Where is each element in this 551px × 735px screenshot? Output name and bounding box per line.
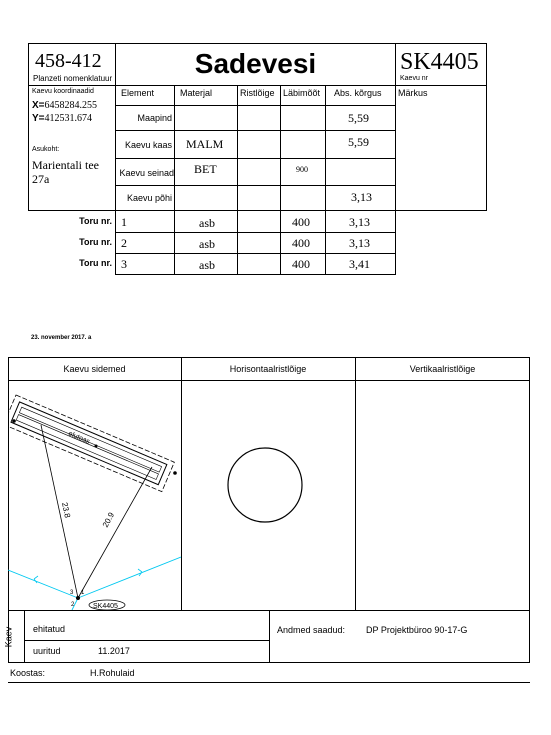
koostas-value: H.Rohulaid	[90, 668, 135, 678]
title-box	[115, 43, 396, 86]
page-title: Sadevesi	[194, 48, 317, 79]
col-header-material: Materjal	[180, 88, 213, 98]
col-header-cross: Ristlõige	[240, 88, 275, 98]
col-header-height: Abs. kõrgus	[334, 88, 382, 98]
pipe-material-2: asb	[199, 237, 215, 251]
pipe-num-3: 3	[70, 590, 74, 596]
pipe-label-1: Toru nr.	[79, 216, 112, 226]
pipe-nr-1: 1	[121, 215, 127, 229]
row-element-pohi: Kaevu põhi	[126, 193, 172, 203]
coordinates-box	[28, 85, 116, 211]
tie-dim-left: 23.8	[60, 501, 73, 519]
pipe-material-1: asb	[199, 216, 215, 230]
plan-number-box	[28, 43, 116, 86]
col-title-sidemed: Kaevu sidemed	[63, 364, 126, 374]
kaev-label: Kaev	[3, 626, 14, 648]
plan-number-caption: Planzeti nomenklatuur	[33, 74, 113, 83]
row-element-maapind: Maapind	[137, 113, 172, 123]
coord-y	[32, 113, 92, 124]
tie-dim-right: 20.9	[100, 510, 117, 529]
row-material-seinad: BET	[194, 162, 217, 176]
building-label: elutoas	[67, 430, 91, 446]
row-height-pohi: 3,13	[351, 190, 372, 204]
row-height-maapind: 5,59	[348, 111, 369, 125]
col-header-diameter: Läbimõõt	[283, 88, 321, 98]
site-sketch	[8, 381, 181, 610]
pipe-line-2	[78, 557, 181, 598]
row-material-kaas: MALM	[186, 137, 224, 151]
source-value: DP Projektbüroo 90-17-G	[366, 625, 468, 635]
col-title-horisontaal: Horisontaalristlõige	[229, 364, 307, 374]
col-header-notes: Märkus	[398, 88, 428, 98]
coord-x	[32, 100, 97, 111]
well-id-box	[395, 43, 487, 86]
well-point	[76, 596, 80, 600]
pipe-material-3: asb	[199, 258, 215, 272]
source-label: Andmed saadud:	[277, 625, 346, 635]
coord-y-value: 412531.674	[44, 113, 93, 124]
row-height-kaas: 5,59	[348, 135, 369, 149]
coord-x-label: X=	[32, 100, 45, 111]
uuritud-value: 11.2017	[98, 646, 130, 656]
row-element-kaas: Kaevu kaas	[124, 140, 172, 150]
document-date: 23. november 2017. a	[31, 335, 92, 341]
pipe-nr-3: 3	[121, 257, 127, 271]
plan-number: 458-412	[35, 50, 102, 72]
pipe-height-3: 3,41	[349, 257, 370, 271]
location-line2: 27a	[32, 172, 50, 186]
pipe-height-2: 3,13	[349, 236, 370, 250]
uuritud-label: uuritud	[33, 646, 61, 656]
row-diameter-seinad: 900	[296, 165, 308, 174]
well-circle	[228, 448, 302, 522]
pipe-height-1: 3,13	[349, 215, 370, 229]
well-id-caption: Kaevu nr	[400, 75, 429, 82]
coords-caption: Kaevu koordinaadid	[32, 88, 94, 95]
pipe-label-3: Toru nr.	[79, 258, 112, 268]
pipe-num-2: 2	[71, 602, 75, 608]
pipe-nr-2: 2	[121, 236, 127, 250]
pipe-line-1	[8, 570, 78, 598]
col-header-element: Element	[121, 88, 155, 98]
location-line1: Marientali tee	[32, 158, 99, 172]
koostas-label: Koostas:	[10, 668, 46, 678]
pipe-diameter-2: 400	[292, 236, 310, 250]
location-caption: Asukoht:	[32, 146, 60, 153]
ehitatud-label: ehitatud	[33, 624, 66, 634]
coord-y-label: Y=	[32, 113, 45, 124]
well-id: SK4405	[400, 49, 479, 75]
pipe-num-1: 1	[81, 590, 85, 596]
pipe-diameter-3: 400	[292, 257, 310, 271]
building-outline	[8, 395, 174, 492]
coord-x-value: 6458284.255	[44, 100, 98, 111]
horizontal-section	[182, 381, 354, 610]
pipe-diameter-1: 400	[292, 215, 310, 229]
pipe-label-2: Toru nr.	[79, 237, 112, 247]
row-element-seinad: Kaevu seinad	[119, 168, 174, 178]
col-title-vertikaal: Vertikaalristlõige	[409, 364, 476, 374]
well-tag: SK4405	[93, 603, 118, 610]
